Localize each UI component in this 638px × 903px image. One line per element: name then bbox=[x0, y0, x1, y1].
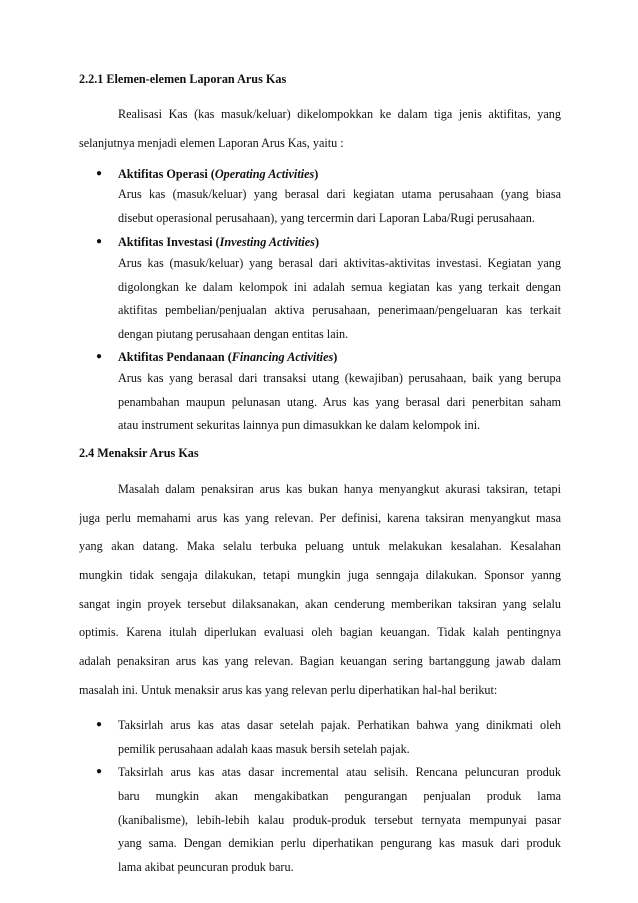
paragraph-line-8: masalah ini. Untuk menaksir arus kas yang relevan perlu diperhatikan hal-hal berikut: bbox=[79, 683, 498, 697]
bullet-title-pendanaan: Aktifitas Pendanaan (Financing Activities) bbox=[118, 350, 338, 364]
incremental-line-4: yang sama. Dengan demikian perlu diperhatikan pengurang kas masuk dari produk bbox=[118, 836, 561, 850]
paragraph-line-7: adalah penaksiran arus kas yang relevan. Bagian keuangan sering bartanggung jawab dalam bbox=[79, 654, 561, 668]
paragraph-line-3: yang akan datang. Maka selalu terbuka peluang untuk melakukan kesalahan. Kesalahan bbox=[79, 539, 561, 553]
investasi-line-3: aktifitas pembelian/penjualan aktiva perusahaan, penerimaan/pengeluaran kas terkait bbox=[118, 303, 561, 317]
paragraph-line-5: sangat ingin proyek tersebut dilaksanakan, akan cenderung memberikan taksiran yang selalu bbox=[79, 597, 561, 611]
incremental-line-2: baru mungkin akan mengakibatkan pengurangan penjualan produk lama bbox=[118, 789, 561, 803]
incremental-line-3: (kanibalisme), lebih-lebih kalau produk-produk tersebut ternyata mempunyai pasar bbox=[118, 813, 561, 827]
investasi-line-2: digolongkan ke dalam kelompok ini adalah semua kegiatan kas yang terkait dengan bbox=[118, 280, 561, 294]
section-heading-menaksir: 2.4 Menaksir Arus Kas bbox=[79, 446, 199, 460]
pendanaan-line-2: penambahan maupun pelunasan utang. Arus kas yang berasal dari penerbitan saham bbox=[118, 395, 561, 409]
pendanaan-line-1: Arus kas yang berasal dari transaksi utang (kewajiban) perusahaan, baik yang berupa bbox=[118, 371, 561, 385]
intro-line-2: selanjutnya menjadi elemen Laporan Arus Kas, yaitu : bbox=[79, 136, 344, 150]
bullet-icon: ● bbox=[96, 236, 103, 247]
bullet-icon: ● bbox=[96, 719, 103, 730]
operasi-line-2: disebut operasional perusahaan), yang tercermin dari Laporan Laba/Rugi perusahaan. bbox=[118, 211, 535, 225]
paragraph-line-4: mungkin tidak sengaja dilakukan, tetapi mungkin juga senngaja dilakukan. Sponsor yanng bbox=[79, 568, 561, 582]
incremental-line-1: Taksirlah arus kas atas dasar incremental atau selisih. Rencana peluncuran produk bbox=[118, 765, 561, 779]
section-heading-elemen-laporan: 2.2.1 Elemen-elemen Laporan Arus Kas bbox=[79, 72, 287, 86]
pendanaan-line-3: atau instrument sekuritas lainnya pun dimasukkan ke dalam kelompok ini. bbox=[118, 418, 481, 432]
operasi-line-1: Arus kas (masuk/keluar) yang berasal dari kegiatan utama perusahaan (yang biasa bbox=[118, 187, 561, 201]
bullet-icon: ● bbox=[96, 351, 103, 362]
investasi-line-1: Arus kas (masuk/keluar) yang berasal dari aktivitas-aktivitas investasi. Kegiatan yang bbox=[118, 256, 561, 270]
bullet-title-investasi: Aktifitas Investasi (Investing Activities) bbox=[118, 235, 319, 249]
paragraph-line-1: Masalah dalam penaksiran arus kas bukan hanya menyangkut akurasi taksiran, tetapi bbox=[118, 482, 561, 496]
bullet-title-operasi: Aktifitas Operasi (Operating Activities) bbox=[118, 167, 319, 181]
bullet-icon: ● bbox=[96, 168, 103, 179]
pajak-line-1: Taksirlah arus kas atas dasar setelah pajak. Perhatikan bahwa yang dinikmati oleh bbox=[118, 718, 561, 732]
pajak-line-2: pemilik perusahaan adalah kaas masuk bersih setelah pajak. bbox=[118, 742, 410, 756]
intro-line-1: Realisasi Kas (kas masuk/keluar) dikelompokkan ke dalam tiga jenis aktifitas, yang bbox=[118, 107, 561, 121]
paragraph-line-2: juga perlu memahami arus kas yang relevan. Per definisi, karena taksiran menyangkut masa bbox=[79, 511, 561, 525]
incremental-line-5: lama akibat peuncuran produk baru. bbox=[118, 860, 294, 874]
bullet-icon: ● bbox=[96, 766, 103, 777]
investasi-line-4: dengan piutang perusahaan dengan entitas lain. bbox=[118, 327, 349, 341]
paragraph-line-6: optimis. Karena itulah diperlukan evaluasi oleh bagian keuangan. Tidak kalah pentingnya bbox=[79, 625, 561, 639]
